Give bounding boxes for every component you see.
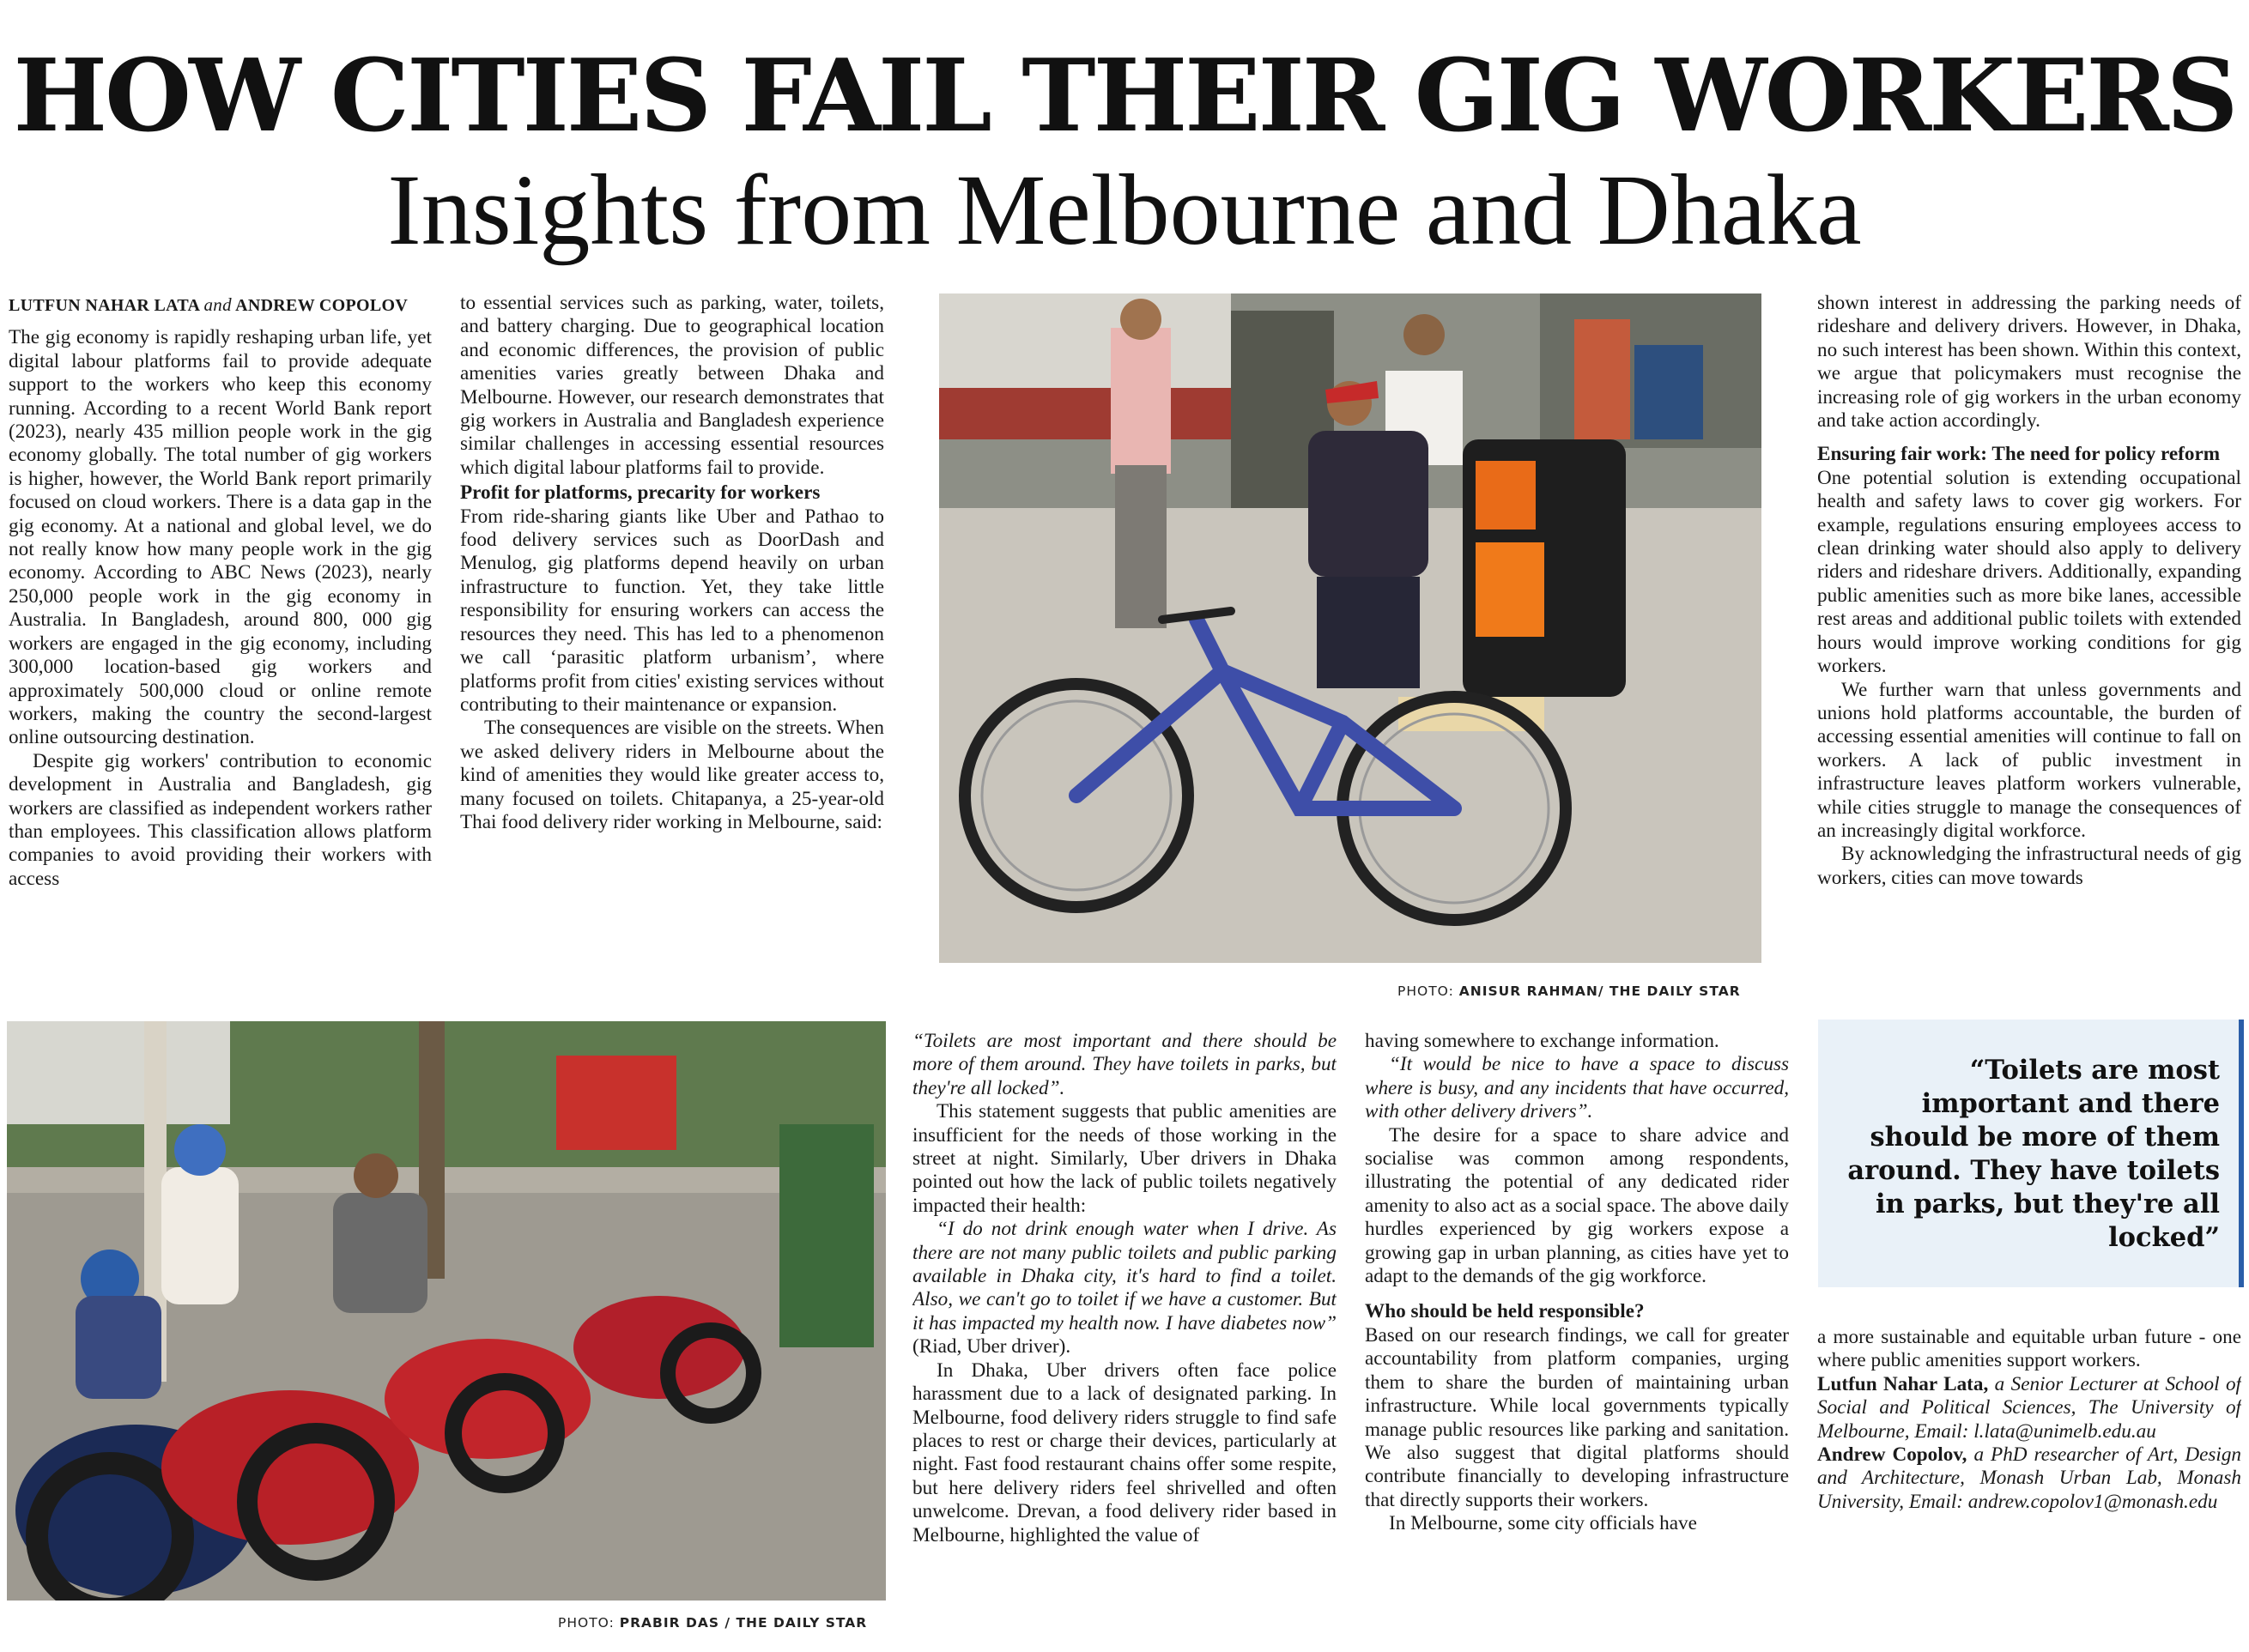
section-heading: Profit for platforms, precarity for workers xyxy=(460,481,821,505)
quote: “I do not drink enough water when I drive. As there are not many public toilets and public parking available in Dhaka city, it's hard to find a toilet. Also, we can't go to toilet if we have a customer. But it has impacted my health now. I have diabetes now” xyxy=(912,1218,1337,1334)
photo-delivery-rider xyxy=(939,293,1761,963)
quote-attribution: (Riad, Uber driver). xyxy=(912,1335,1071,1359)
photo-motorcycles xyxy=(7,1021,886,1601)
author-description: a PhD researcher of Art, Design and Architecture, Monash Urban Lab, Monash University, Email: andrew.copolov1@monash.edu xyxy=(1817,1443,2241,1513)
photo-credit-label: PHOTO: xyxy=(1397,983,1454,999)
paragraph: having somewhere to exchange information. xyxy=(1365,1030,1719,1052)
column-2 xyxy=(460,292,884,978)
photo-credit-2 xyxy=(558,1615,867,1631)
section-heading: Who should be held responsible? xyxy=(1365,1300,1645,1323)
photo-credit-name: ANISUR RAHMAN/ THE DAILY STAR xyxy=(1458,983,1741,999)
byline-and: and xyxy=(203,294,232,315)
author-name: Lutfun Nahar Lata, xyxy=(1817,1372,1989,1395)
quote-paragraph xyxy=(912,1218,1337,1359)
paragraph: Despite gig workers' contribution to economic development in Australia and Bangladesh, gig workers are classified as independent workers rather than employees. This classification allows platform companies to avoid providing their workers with access xyxy=(9,749,432,890)
paragraph: a more sustainable and equitable urban future - one where public amenities support workers. xyxy=(1817,1326,2241,1372)
paragraph: This statement suggests that public amenities are insufficient for the needs of those working in the street at night. Similarly, Uber drivers in Dhaka pointed out how the lack of public toilets negatively impacted their health: xyxy=(912,1100,1337,1217)
column-1 xyxy=(9,293,432,978)
paragraph: The gig economy is rapidly reshaping urban life, yet digital labour platforms fail to provide adequate support to the workers who keep this economy running. According to a recent World Bank report (2023), nearly 435 million people work in the gig economy globally. The total number of gig workers is higher, however, the World Bank report primarily focused on cloud workers. There is a data gap in the gig economy. At a national and global level, we do not really know how many people work in the gig economy. According to ABC News (2023), nearly 250,000 people work in the gig economy in Australia. In Bangladesh, around 800, 000 gig workers are engaged in the gig economy, including 300,000 location-based gig workers and approximately 500,000 cloud or online remote workers, making the country the second-largest online outsourcing destination. xyxy=(9,326,432,749)
paragraph: From ride-sharing giants like Uber and Pathao to food delivery services such as DoorDash and Menulog, gig platforms depend heavily on urban infrastructure to function. Yet, they take little responsibility for ensuring workers can access the resources they need. This has led to a phenomenon we call ‘parasitic platform urbanism’, where platforms profit from cities' existing services without contributing to their maintenance or expansion. xyxy=(460,505,884,716)
column-5-upper xyxy=(1817,292,2241,995)
photo-credit-1 xyxy=(1397,983,1741,999)
quote: “It would be nice to have a space to discuss where is busy, and any incidents that have occurred, with other delivery drivers”. xyxy=(1365,1053,1789,1123)
column-5-lower xyxy=(1817,1326,2241,1643)
column-4 xyxy=(1365,1030,1789,1639)
photo-credit-name: PRABIR DAS / THE DAILY STAR xyxy=(619,1615,868,1631)
column-3 xyxy=(912,1030,1337,1639)
author-bio-2 xyxy=(1817,1443,2241,1514)
paragraph: Based on our research findings, we call for greater accountability from platform companies, urging them to share the burden of maintaining urban infrastructure. While local governments typically manage public resources like parking and sanitation. We also suggest that digital platforms should contribute financially to developing infrastructure that directly supports their workers. xyxy=(1365,1323,1789,1511)
paragraph: In Melbourne, some city officials have xyxy=(1389,1512,1697,1535)
author-name: Andrew Copolov, xyxy=(1817,1443,1967,1467)
pull-quote: “Toilets are most important and there should be more of them around. They have toilets in parks, but they're all locked” xyxy=(1847,1055,2220,1253)
paragraph: In Dhaka, Uber drivers often face police harassment due to a lack of designated parking. In Melbourne, food delivery riders struggle to find safe places to rest or charge their devices, particularly at night. Fast food restaurant chains offer some respite, but here delivery riders feel shrivelled and often unwelcome. Drevan, a food delivery rider based in Melbourne, highlighted the value of xyxy=(912,1359,1337,1546)
author-description: a Senior Lecturer at School of Social and Political Sciences, The University of Melbourne, Email: l.lata@unimelb.edu.au xyxy=(1817,1372,2241,1443)
subheadline: Insights from Melbourne and Dhaka xyxy=(387,154,1862,266)
headline: HOW CITIES FAIL THEIR GIG WORKERS xyxy=(13,38,2236,154)
byline xyxy=(9,293,432,318)
paragraph: shown interest in addressing the parking needs of rideshare and delivery drivers. However, in Dhaka, no such interest has been shown. Within this context, we argue that policymakers must recognise the increasing role of gig workers in the urban economy and take action accordingly. xyxy=(1817,292,2241,433)
paragraph: The desire for a space to share advice and socialise was common among respondents, illustrating the potential of any dedicated rider amenity to also act as a social space. The above daily hurdles experienced by gig workers expose a growing gap in urban planning, as cities have yet to adapt to the demands of the gig workforce. xyxy=(1365,1123,1789,1288)
photo-credit-label: PHOTO: xyxy=(558,1615,615,1631)
paragraph: We further warn that unless governments and unions hold platforms accountable, the burden of accessing essential amenities will continue to fall on workers. A lack of public investment in infrastructure leaves platform workers vulnerable, while cities struggle to manage the consequences of an increasingly digital workforce. xyxy=(1817,678,2241,842)
byline-author-1: LUTFUN NAHAR LATA xyxy=(9,296,200,315)
paragraph: The consequences are visible on the streets. When we asked delivery riders in Melbourne about the kind of amenities they would like greater access to, many focused on toilets. Chitapanya, a 25-year-old Thai food delivery rider working in Melbourne, said: xyxy=(460,717,884,833)
byline-author-2: ANDREW COPOLOV xyxy=(235,296,409,315)
author-bio-1 xyxy=(1817,1373,2241,1443)
quote: “Toilets are most important and there should be more of them around. They have toilets in parks, but they're all locked”. xyxy=(912,1030,1337,1099)
paragraph: One potential solution is extending occupational health and safety laws to cover gig workers. For example, regulations ensuring employees access to clean drinking water should also apply to delivery riders and rideshare drivers. Additionally, expanding public amenities such as more bike lanes, accessible rest areas and additional public toilets with extended hours would improve working conditions for gig workers. xyxy=(1817,466,2241,678)
paragraph: to essential services such as parking, water, toilets, and battery charging. Due to geographical location and economic differences, the provision of public amenities varies greatly between Dhaka and Melbourne. However, our research demonstrates that gig workers in Australia and Bangladesh experience similar challenges in accessing essential resources which digital labour platforms fail to provide. xyxy=(460,292,884,479)
paragraph: By acknowledging the infrastructural needs of gig workers, cities can move towards xyxy=(1817,843,2241,889)
section-heading: Ensuring fair work: The need for policy reform xyxy=(1817,443,2221,466)
pull-quote-box xyxy=(1818,1020,2244,1287)
